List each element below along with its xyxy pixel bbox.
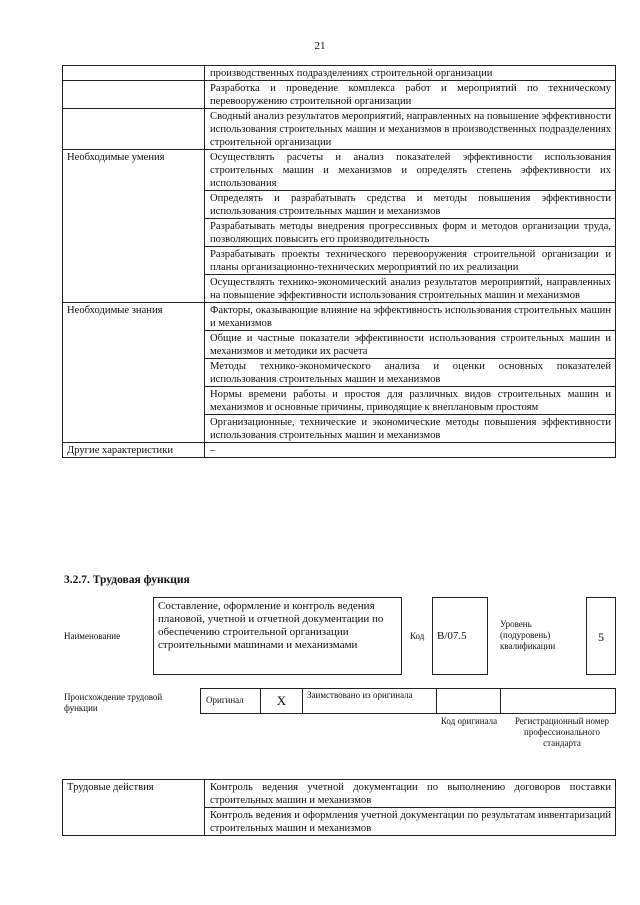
level-label: Уровень (подуровень) квалификации bbox=[500, 619, 556, 651]
action-item: Контроль ведения учетной документации по выполнению договоров поставки строительных машин и механизмов bbox=[205, 780, 616, 808]
other-label: Другие характеристики bbox=[63, 443, 205, 458]
knowledge-item: Общие и частные показатели эффективности использования строительных машин и механизмов и методики их расчета bbox=[205, 331, 616, 359]
original-mark: X bbox=[261, 689, 303, 713]
section-heading: 3.2.7. Трудовая функция bbox=[64, 574, 190, 586]
borrowed-label: Заимствовано из оригинала bbox=[303, 689, 437, 713]
actions-table bbox=[62, 779, 616, 836]
name-label: Наименование bbox=[64, 631, 121, 641]
continuation-text: производственных подразделениях строительной организации bbox=[205, 66, 616, 81]
skill-item: Осуществлять технико-экономический анализ результатов мероприятий, направленных на повышение эффективности использования строительных машин и механизмов bbox=[205, 275, 616, 303]
level-value-box: 5 bbox=[586, 597, 616, 675]
action-item: Контроль ведения и оформления учетной документации по результатам инвентаризаций строительных машин и механизмов bbox=[205, 808, 616, 836]
skill-item: Определять и разрабатывать средства и методы повышения эффективности использования строительных машин и механизмов bbox=[205, 191, 616, 219]
knowledge-item: Методы технико-экономического анализа и оценки основных показателей использования строительных машин и механизмов bbox=[205, 359, 616, 387]
table-row bbox=[63, 150, 616, 191]
skills-label: Необходимые умения bbox=[63, 150, 205, 303]
empty-label-cell bbox=[63, 81, 205, 109]
competency-table bbox=[62, 65, 616, 458]
continuation-text: Разработка и проведение комплекса работ и мероприятий по техническому перевооружению строительной организации bbox=[205, 81, 616, 109]
knowledge-item: Нормы времени работы и простоя для различных видов строительных машин и механизмов и основные причины, приводящие к внеплановым простоям bbox=[205, 387, 616, 415]
skill-item: Осуществлять расчеты и анализ показателей эффективности использования строительных машин и механизмов и определять степень эффективности их использования bbox=[205, 150, 616, 191]
table-row bbox=[63, 81, 616, 109]
table-row bbox=[63, 66, 616, 81]
reg-number-label: Регистрационный номер профессионального стандарта bbox=[514, 716, 610, 748]
page-number: 21 bbox=[314, 40, 326, 52]
skill-item: Разрабатывать методы внедрения прогрессивных форм и методов организации труда, позволяющих повысить его производительность bbox=[205, 219, 616, 247]
table-row bbox=[63, 443, 616, 458]
origin-row bbox=[200, 688, 616, 714]
other-value: – bbox=[205, 443, 616, 458]
function-name-box: Составление, оформление и контроль ведения плановой, учетной и отчетной документации по обеспечению строительной организации строительными машинами и механизмами bbox=[153, 597, 402, 675]
knowledge-item: Факторы, оказывающие влияние на эффективность использования строительных машин и механизмов bbox=[205, 303, 616, 331]
actions-label: Трудовые действия bbox=[63, 780, 205, 836]
knowledge-label: Необходимые знания bbox=[63, 303, 205, 443]
empty-label-cell bbox=[63, 66, 205, 81]
table-row bbox=[63, 780, 616, 808]
continuation-text: Сводный анализ результатов мероприятий, направленных на повышение эффективности использования строительных машин и механизмов в производственных подразделениях строительной организации bbox=[205, 109, 616, 150]
code-original-cell bbox=[437, 689, 501, 713]
function-code-box: В/07.5 bbox=[432, 597, 488, 675]
code-label: Код bbox=[410, 631, 425, 641]
code-original-label: Код оригинала bbox=[440, 716, 498, 726]
skill-item: Разрабатывать проекты технического перевооружения строительной организации и планы организационно-технических мероприятий по их реализации bbox=[205, 247, 616, 275]
knowledge-item: Организационные, технические и экономические методы повышения эффективности использования строительных машин и механизмов bbox=[205, 415, 616, 443]
original-label: Оригинал bbox=[201, 689, 261, 713]
origin-label: Происхождение трудовой функции bbox=[64, 692, 163, 713]
table-row bbox=[63, 109, 616, 150]
table-row bbox=[63, 303, 616, 331]
empty-label-cell bbox=[63, 109, 205, 150]
